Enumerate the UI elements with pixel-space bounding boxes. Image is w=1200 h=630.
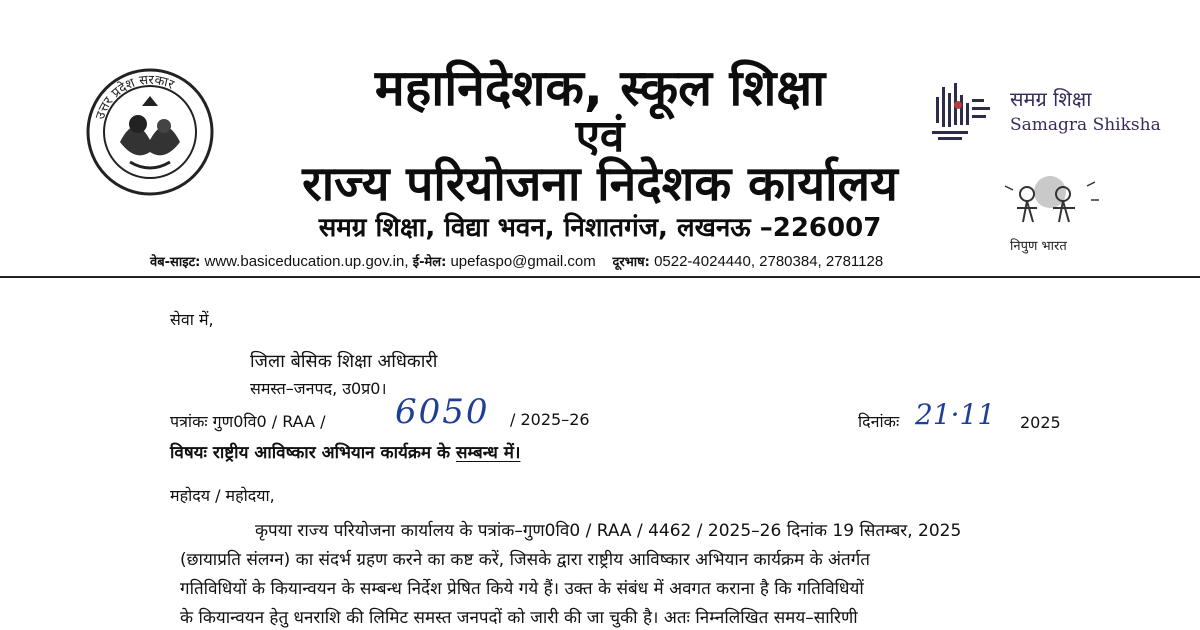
nipun-bharat-label: निपुण भारत xyxy=(1010,239,1067,254)
dinank-label: दिनांकः xyxy=(858,412,900,431)
patrank-label: पत्रांकः गुण0वि0 / RAA / xyxy=(170,412,326,431)
header-divider xyxy=(0,276,1200,278)
paragraph-line-1: कृपया राज्य परियोजना कार्यालय के पत्रांक–गुण0वि0 / RAA / 4462 / 2025–26 दिनांक 19 सितम्बर, 2025 xyxy=(255,521,962,541)
samagra-shiksha-logo-icon xyxy=(928,75,998,145)
emblem-text: उत्तर प्रदेश सरकार xyxy=(92,72,177,122)
header-title-line2: एवं xyxy=(575,111,625,162)
header-address: समग्र शिक्षा, विद्या भवन, निशातगंज, लखनऊ –226007 xyxy=(318,213,882,243)
samagra-shiksha-wordmark xyxy=(1010,86,1161,138)
website-label: वेब-साइट: xyxy=(150,255,201,270)
salutation: महोदय / महोदया, xyxy=(170,486,275,505)
dinank-year: 2025 xyxy=(1020,413,1061,432)
patrank-year: / 2025–26 xyxy=(510,410,590,429)
paragraph-line-3: गतिविधियों के कियान्वयन के सम्बन्ध निर्देश प्रेषित किये गये हैं। उक्त के संबंध में अवगत कराना है कि गतिविधियों xyxy=(180,579,864,599)
subject-line xyxy=(170,440,520,463)
paragraph-line-4: के कियान्वयन हेतु धनराशि की लिमिट समस्त जनपदों को जारी की जा चुकी है। अतः निम्नलिखित समय–सारिणी xyxy=(180,608,858,628)
seva-line: सेवा में, xyxy=(170,310,214,329)
phone-label: दूरभाष: xyxy=(612,255,650,270)
subject-prefix: विषयः राष्ट्रीय आविष्कार अभियान कार्यक्रम के xyxy=(170,443,456,463)
dinank-handwritten-date: 21·11 xyxy=(915,398,996,431)
phone-numbers: 0522-4024440, 2780384, 2781128 xyxy=(654,253,884,270)
email-link[interactable]: upefaspo@gmail.com xyxy=(450,253,596,270)
subject-underlined: सम्बन्ध में। xyxy=(455,443,521,463)
header-title-line1: महानिदेशक, स्कूल शिक्षा xyxy=(374,59,826,117)
nipun-bharat-logo-icon xyxy=(995,172,1105,234)
patrank-handwritten-number: 6050 xyxy=(395,392,490,432)
addressee-sub: समस्त–जनपद, उ0प्र0। xyxy=(250,379,387,398)
samagra-english-label: Samagra Shiksha xyxy=(1010,115,1161,135)
samagra-hindi-label: समग्र शिक्षा xyxy=(1010,87,1092,111)
email-label: ई-मेल: xyxy=(412,255,447,270)
website-link[interactable]: www.basiceducation.up.gov.in, xyxy=(204,253,409,270)
paragraph-line-2: (छायाप्रति संलग्न) का संदर्भ ग्रहण करने का कष्ट करें, जिसके द्वारा राष्ट्रीय आविष्कार अभियान कार्यक्रम के अंतर्गत xyxy=(180,550,870,570)
header-title-line3: राज्य परियोजना निदेशक कार्यालय xyxy=(302,156,898,212)
contact-row xyxy=(150,252,883,270)
addressee: जिला बेसिक शिक्षा अधिकारी xyxy=(250,351,438,372)
